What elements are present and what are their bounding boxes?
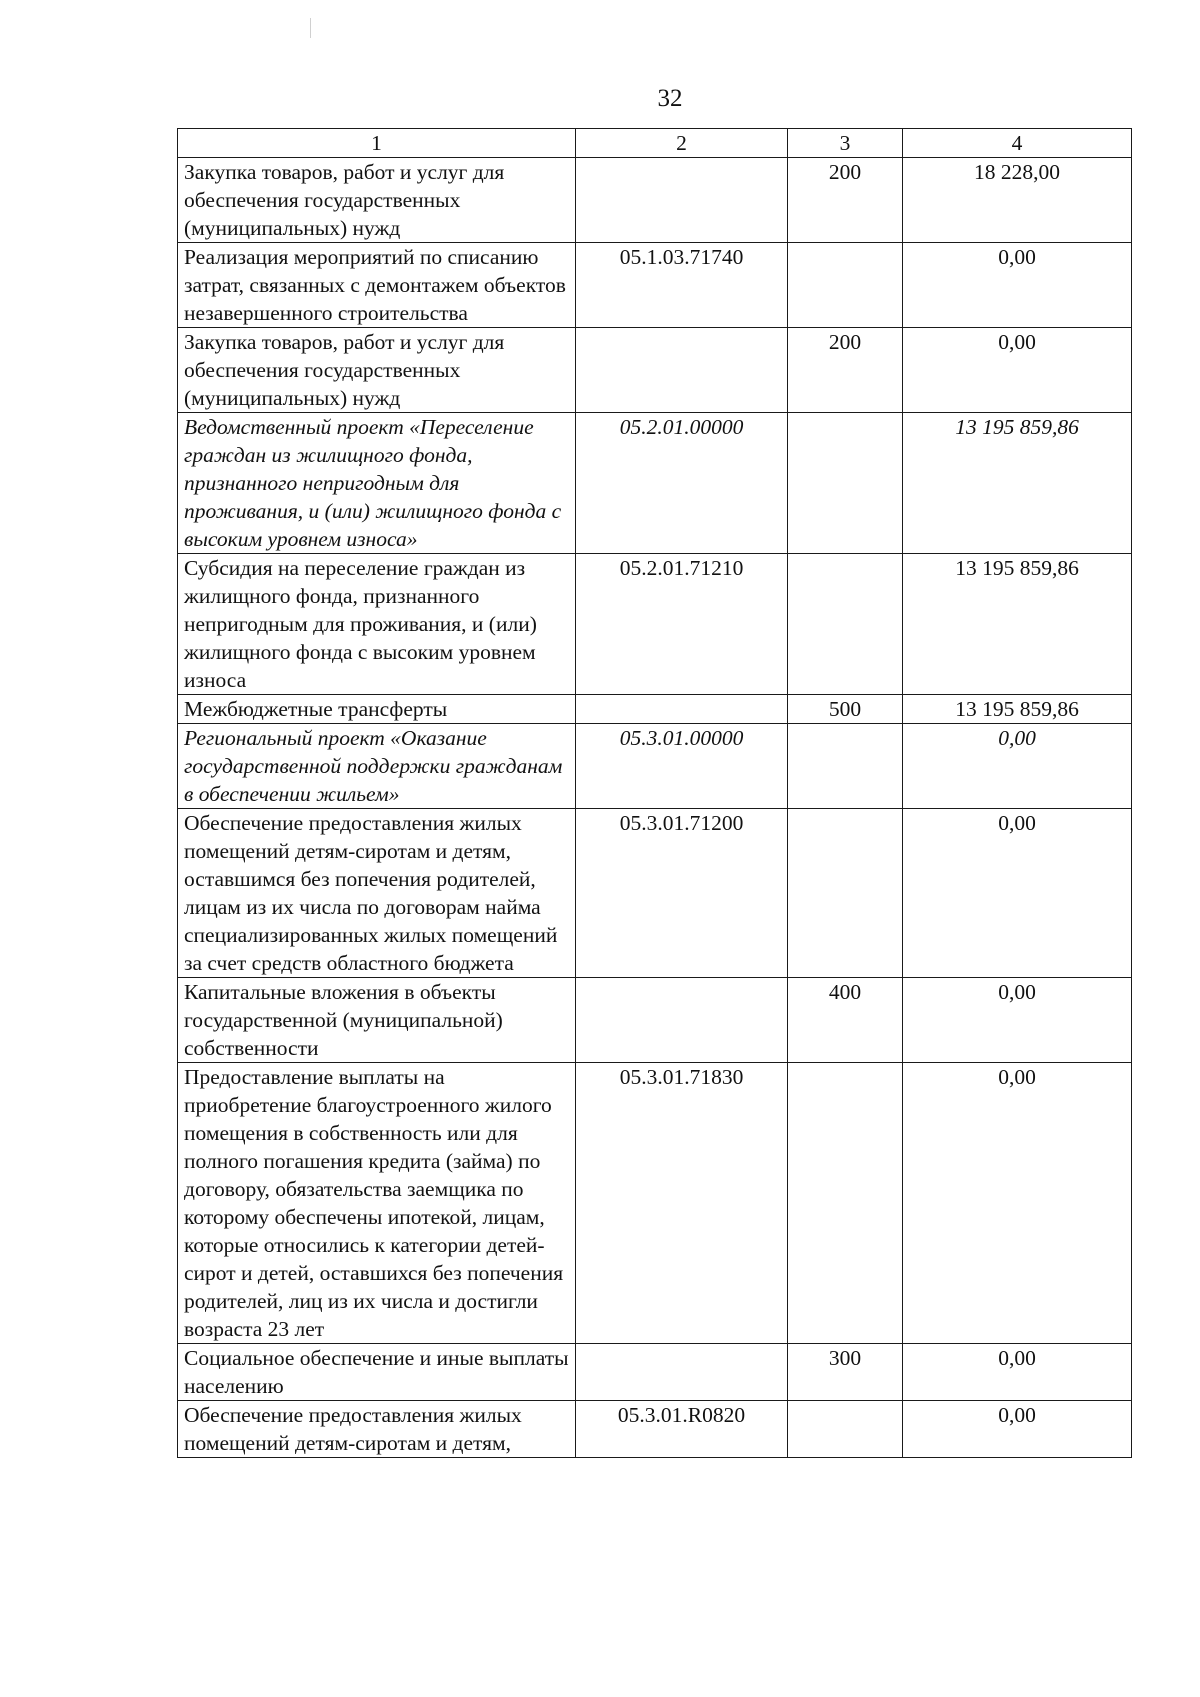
page-number: 32 <box>657 85 683 112</box>
header-col-2: 2 <box>576 129 788 158</box>
row-sum: 0,00 <box>903 809 1132 978</box>
table-header <box>178 129 1132 158</box>
row-name: Закупка товаров, работ и услуг для обеспечения государственных (муниципальных) нужд <box>178 328 576 413</box>
row-code <box>576 158 788 243</box>
row-sum: 0,00 <box>903 1063 1132 1344</box>
row-sum: 0,00 <box>903 328 1132 413</box>
table-row <box>178 328 1132 413</box>
row-code <box>576 328 788 413</box>
row-sum: 0,00 <box>903 243 1132 328</box>
row-type <box>788 554 903 695</box>
row-code: 05.2.01.00000 <box>576 413 788 554</box>
row-sum: 0,00 <box>903 978 1132 1063</box>
table-row <box>178 809 1132 978</box>
row-name: Межбюджетные трансферты <box>178 695 576 724</box>
header-col-4: 4 <box>903 129 1132 158</box>
row-type: 500 <box>788 695 903 724</box>
table-row <box>178 413 1132 554</box>
row-code <box>576 1344 788 1401</box>
row-type: 200 <box>788 328 903 413</box>
row-type <box>788 1401 903 1458</box>
budget-table <box>177 128 1132 1458</box>
row-sum: 0,00 <box>903 724 1132 809</box>
row-sum: 0,00 <box>903 1401 1132 1458</box>
header-col-3: 3 <box>788 129 903 158</box>
header-row <box>178 129 1132 158</box>
row-name: Субсидия на переселение граждан из жилищного фонда, признанного непригодным для проживания, и (или) жилищного фонда с высоким уровнем износа <box>178 554 576 695</box>
row-sum: 18 228,00 <box>903 158 1132 243</box>
row-code: 05.3.01.00000 <box>576 724 788 809</box>
row-code: 05.2.01.71210 <box>576 554 788 695</box>
row-type <box>788 1063 903 1344</box>
row-name: Закупка товаров, работ и услуг для обеспечения государственных (муниципальных) нужд <box>178 158 576 243</box>
row-code: 05.1.03.71740 <box>576 243 788 328</box>
row-type <box>788 724 903 809</box>
row-name: Капитальные вложения в объекты государственной (муниципальной) собственности <box>178 978 576 1063</box>
row-code: 05.3.01.71200 <box>576 809 788 978</box>
row-type: 300 <box>788 1344 903 1401</box>
row-name: Социальное обеспечение и иные выплаты населению <box>178 1344 576 1401</box>
row-name: Ведомственный проект «Переселение граждан из жилищного фонда, признанного непригодным для проживания, и (или) жилищного фонда с высоким уровнем износа» <box>178 413 576 554</box>
row-code: 05.3.01.71830 <box>576 1063 788 1344</box>
table-row <box>178 554 1132 695</box>
header-col-1: 1 <box>178 129 576 158</box>
table-row <box>178 978 1132 1063</box>
row-name: Предоставление выплаты на приобретение благоустроенного жилого помещения в собственность или для полного погашения кредита (займа) по договору, обязательства заемщика по которому обеспечены ипотекой, лицам, которые относились к категории детей-сирот и детей, оставшихся без попечения родителей, лиц из их числа и достигли возраста 23 лет <box>178 1063 576 1344</box>
row-name: Региональный проект «Оказание государственной поддержки гражданам в обеспечении жильем» <box>178 724 576 809</box>
row-type <box>788 413 903 554</box>
scan-mark <box>310 18 311 38</box>
row-sum: 13 195 859,86 <box>903 413 1132 554</box>
row-name: Обеспечение предоставления жилых помещений детям-сиротам и детям, <box>178 1401 576 1458</box>
row-code: 05.3.01.R0820 <box>576 1401 788 1458</box>
row-code <box>576 695 788 724</box>
table-row <box>178 724 1132 809</box>
row-sum: 13 195 859,86 <box>903 695 1132 724</box>
row-code <box>576 978 788 1063</box>
row-sum: 0,00 <box>903 1344 1132 1401</box>
row-name: Обеспечение предоставления жилых помещений детям-сиротам и детям, оставшимся без попечения родителей, лицам из их числа по договорам найма специализированных жилых помещений за счет средств областного бюджета <box>178 809 576 978</box>
row-type <box>788 243 903 328</box>
table-row <box>178 1401 1132 1458</box>
table-row <box>178 1063 1132 1344</box>
table-row <box>178 695 1132 724</box>
table-row <box>178 158 1132 243</box>
row-name: Реализация мероприятий по списанию затрат, связанных с демонтажем объектов незавершенного строительства <box>178 243 576 328</box>
row-sum: 13 195 859,86 <box>903 554 1132 695</box>
table-body <box>178 158 1132 1458</box>
row-type: 400 <box>788 978 903 1063</box>
table-row <box>178 243 1132 328</box>
row-type: 200 <box>788 158 903 243</box>
table-row <box>178 1344 1132 1401</box>
row-type <box>788 809 903 978</box>
